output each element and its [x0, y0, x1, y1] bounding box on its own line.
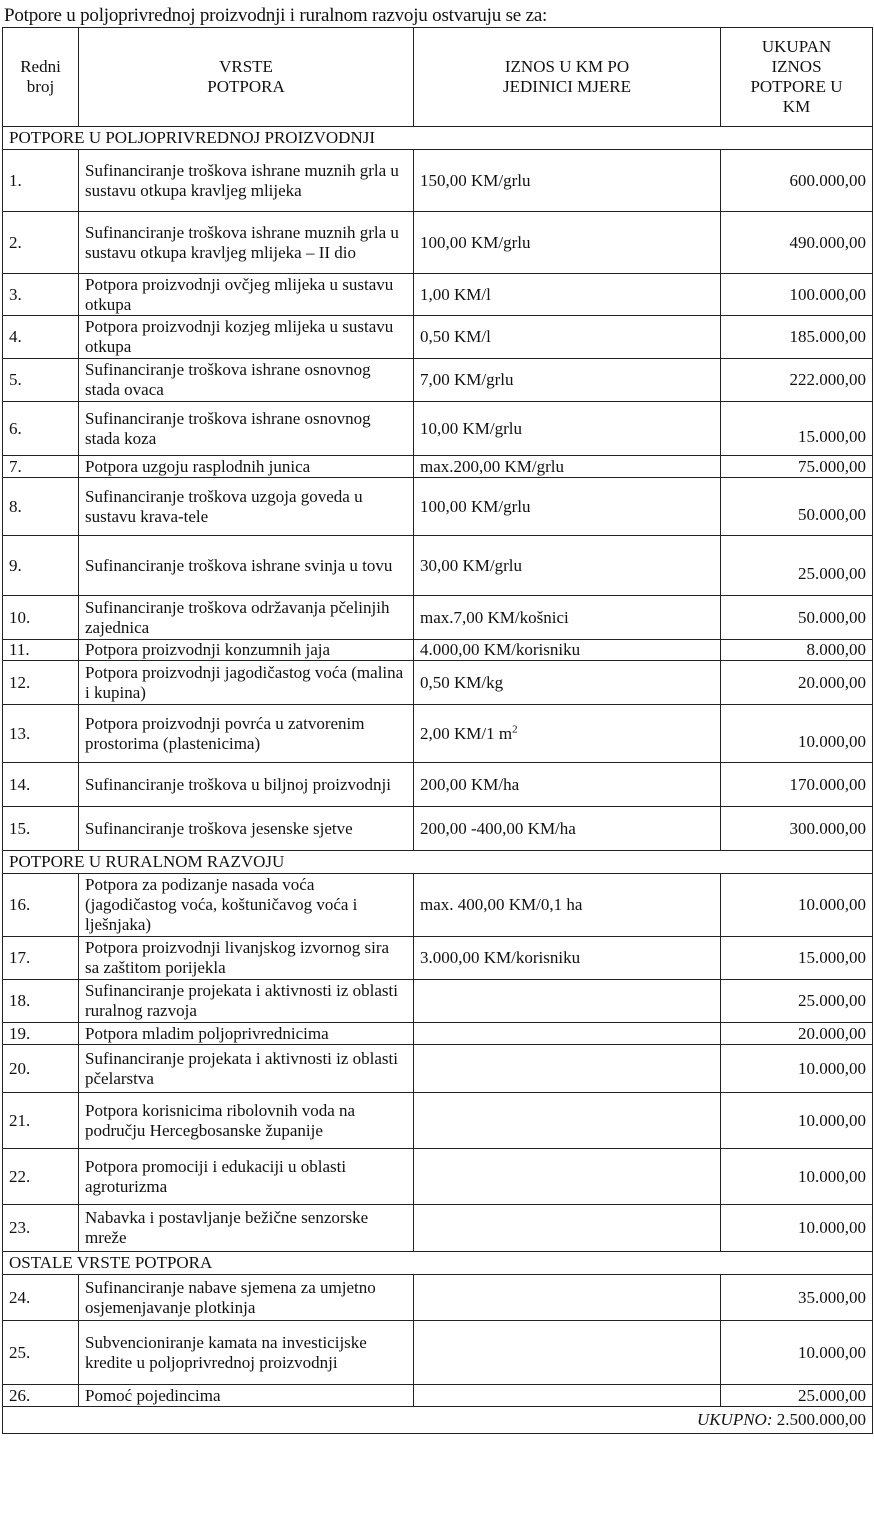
section-header-row [3, 851, 873, 874]
table-row [3, 1093, 873, 1149]
table-row [3, 1205, 873, 1252]
row-unit-amount [414, 1045, 721, 1093]
row-description: Potpora proizvodnji livanjskog izvornog sira sa zaštitom porijekla [79, 937, 414, 980]
row-description: Sufinanciranje troškova održavanja pčelinjih zajednica [79, 596, 414, 640]
row-number: 19. [3, 1023, 79, 1045]
row-total-amount: 10.000,00 [721, 1205, 873, 1252]
row-unit-amount: 100,00 KM/grlu [414, 478, 721, 536]
table-row [3, 536, 873, 596]
row-unit-amount [414, 980, 721, 1023]
row-unit-amount: 3.000,00 KM/korisniku [414, 937, 721, 980]
row-total-amount: 15.000,00 [721, 937, 873, 980]
table-row [3, 980, 873, 1023]
header-redni-broj: Redni broj [3, 28, 79, 127]
table-row [3, 274, 873, 316]
row-total-amount: 8.000,00 [721, 640, 873, 661]
row-description: Potpora proizvodnji jagodičastog voća (malina i kupina) [79, 661, 414, 705]
row-number: 13. [3, 705, 79, 763]
row-total-amount: 20.000,00 [721, 1023, 873, 1045]
row-description: Potpora mladim poljoprivrednicima [79, 1023, 414, 1045]
section-header-row [3, 127, 873, 150]
row-unit-amount: 30,00 KM/grlu [414, 536, 721, 596]
row-total-amount: 20.000,00 [721, 661, 873, 705]
table-row [3, 212, 873, 274]
row-total-amount: 10.000,00 [721, 874, 873, 937]
row-description: Sufinanciranje troškova ishrane muznih grla u sustavu otkupa kravljeg mlijeka [79, 150, 414, 212]
row-number: 21. [3, 1093, 79, 1149]
row-description: Pomoć pojedincima [79, 1385, 414, 1407]
row-unit-amount [414, 1385, 721, 1407]
table-row [3, 661, 873, 705]
row-number: 12. [3, 661, 79, 705]
row-number: 23. [3, 1205, 79, 1252]
row-number: 11. [3, 640, 79, 661]
row-total-amount: 75.000,00 [721, 456, 873, 478]
table-row [3, 1149, 873, 1205]
row-number: 7. [3, 456, 79, 478]
table-row [3, 1275, 873, 1321]
total-cell [3, 1407, 873, 1434]
row-number: 8. [3, 478, 79, 536]
row-description: Potpora korisnicima ribolovnih voda na području Hercegbosanske županije [79, 1093, 414, 1149]
row-number: 14. [3, 763, 79, 807]
table-row [3, 874, 873, 937]
table-row [3, 937, 873, 980]
row-description: Sufinanciranje troškova ishrane muznih grla u sustavu otkupa kravljeg mlijeka – II dio [79, 212, 414, 274]
table-row [3, 807, 873, 851]
row-total-amount: 10.000,00 [721, 705, 873, 763]
table-row [3, 763, 873, 807]
row-total-amount: 25.000,00 [721, 536, 873, 596]
section-header-row [3, 1252, 873, 1275]
row-number: 15. [3, 807, 79, 851]
row-unit-amount: 4.000,00 KM/korisniku [414, 640, 721, 661]
row-description: Subvencioniranje kamata na investicijske kredite u poljoprivrednoj proizvodnji [79, 1321, 414, 1385]
header-vrste-potpora: VRSTE POTPORA [79, 28, 414, 127]
row-description: Potpora proizvodnji konzumnih jaja [79, 640, 414, 661]
row-number: 5. [3, 359, 79, 402]
row-description: Potpora promociji i edukaciji u oblasti agroturizma [79, 1149, 414, 1205]
header-ukupan-iznos: UKUPAN IZNOS POTPORE U KM [721, 28, 873, 127]
row-number: 4. [3, 316, 79, 359]
row-total-amount: 185.000,00 [721, 316, 873, 359]
table-row [3, 1321, 873, 1385]
table-row [3, 456, 873, 478]
row-unit-amount: 10,00 KM/grlu [414, 402, 721, 456]
row-description: Sufinanciranje projekata i aktivnosti iz oblasti pčelarstva [79, 1045, 414, 1093]
header-iznos-po-jedinici: IZNOS U KM PO JEDINICI MJERE [414, 28, 721, 127]
table-row [3, 150, 873, 212]
row-total-amount: 35.000,00 [721, 1275, 873, 1321]
row-total-amount: 222.000,00 [721, 359, 873, 402]
table-row [3, 640, 873, 661]
table-row [3, 359, 873, 402]
row-total-amount: 300.000,00 [721, 807, 873, 851]
row-total-amount: 100.000,00 [721, 274, 873, 316]
row-total-amount: 50.000,00 [721, 596, 873, 640]
row-total-amount: 10.000,00 [721, 1045, 873, 1093]
row-number: 6. [3, 402, 79, 456]
row-number: 20. [3, 1045, 79, 1093]
intro-text: Potpore u poljoprivrednoj proizvodnji i ruralnom razvoju ostvaruju se za: [4, 5, 548, 26]
row-number: 10. [3, 596, 79, 640]
total-row [3, 1407, 873, 1434]
row-unit-amount [414, 1275, 721, 1321]
row-number: 9. [3, 536, 79, 596]
row-total-amount: 10.000,00 [721, 1093, 873, 1149]
table-row [3, 1385, 873, 1407]
table-row [3, 705, 873, 763]
section-title: POTPORE U RURALNOM RAZVOJU [3, 851, 873, 874]
row-unit-amount: 200,00 -400,00 KM/ha [414, 807, 721, 851]
row-total-amount: 490.000,00 [721, 212, 873, 274]
row-total-amount: 25.000,00 [721, 980, 873, 1023]
row-unit-amount [414, 1093, 721, 1149]
row-unit-amount: 7,00 KM/grlu [414, 359, 721, 402]
row-description: Sufinanciranje troškova ishrane osnovnog stada koza [79, 402, 414, 456]
row-description: Sufinanciranje troškova ishrane osnovnog stada ovaca [79, 359, 414, 402]
row-unit-amount [414, 1149, 721, 1205]
row-description: Potpora uzgoju rasplodnih junica [79, 456, 414, 478]
row-unit-amount [414, 1023, 721, 1045]
row-number: 1. [3, 150, 79, 212]
row-unit-amount [414, 1321, 721, 1385]
row-description: Sufinanciranje troškova ishrane svinja u tovu [79, 536, 414, 596]
row-unit-amount: 200,00 KM/ha [414, 763, 721, 807]
row-description: Potpora proizvodnji kozjeg mlijeka u sustavu otkupa [79, 316, 414, 359]
table-header-row [3, 28, 873, 127]
table-row [3, 1045, 873, 1093]
table-row [3, 1023, 873, 1045]
row-unit-amount [414, 705, 721, 763]
row-total-amount: 25.000,00 [721, 1385, 873, 1407]
row-description: Sufinanciranje troškova uzgoja goveda u sustavu krava-tele [79, 478, 414, 536]
table-row [3, 478, 873, 536]
row-unit-amount: 150,00 KM/grlu [414, 150, 721, 212]
row-unit-amount: 100,00 KM/grlu [414, 212, 721, 274]
row-total-amount: 50.000,00 [721, 478, 873, 536]
row-total-amount: 170.000,00 [721, 763, 873, 807]
row-unit-amount: max. 400,00 KM/0,1 ha [414, 874, 721, 937]
total-value: 2.500.000,00 [776, 1410, 866, 1429]
row-description: Nabavka i postavljanje bežične senzorske mreže [79, 1205, 414, 1252]
row-description: Sufinanciranje troškova u biljnoj proizvodnji [79, 763, 414, 807]
row-total-amount: 600.000,00 [721, 150, 873, 212]
row-description: Sufinanciranje troškova jesenske sjetve [79, 807, 414, 851]
unit-text: 2,00 KM/1 m [420, 723, 513, 743]
table-row [3, 402, 873, 456]
row-unit-amount: 0,50 KM/l [414, 316, 721, 359]
row-unit-amount: 1,00 KM/l [414, 274, 721, 316]
support-table [2, 27, 873, 1434]
unit-superscript: 2 [512, 722, 518, 735]
row-description: Potpora proizvodnji povrća u zatvorenim prostorima (plastenicima) [79, 705, 414, 763]
table-row [3, 316, 873, 359]
row-number: 3. [3, 274, 79, 316]
row-total-amount: 15.000,00 [721, 402, 873, 456]
table-body [3, 127, 873, 1407]
row-unit-amount: 0,50 KM/kg [414, 661, 721, 705]
row-number: 25. [3, 1321, 79, 1385]
row-number: 17. [3, 937, 79, 980]
table-row [3, 596, 873, 640]
section-title: POTPORE U POLJOPRIVREDNOJ PROIZVODNJI [3, 127, 873, 150]
row-unit-amount [414, 1205, 721, 1252]
row-total-amount: 10.000,00 [721, 1321, 873, 1385]
row-description: Sufinanciranje projekata i aktivnosti iz oblasti ruralnog razvoja [79, 980, 414, 1023]
row-number: 26. [3, 1385, 79, 1407]
total-label: UKUPNO: [696, 1410, 773, 1429]
row-total-amount: 10.000,00 [721, 1149, 873, 1205]
row-number: 18. [3, 980, 79, 1023]
row-number: 16. [3, 874, 79, 937]
row-description: Potpora proizvodnji ovčjeg mlijeka u sustavu otkupa [79, 274, 414, 316]
row-number: 2. [3, 212, 79, 274]
row-number: 24. [3, 1275, 79, 1321]
row-unit-amount: max.200,00 KM/grlu [414, 456, 721, 478]
row-unit-amount: max.7,00 KM/košnici [414, 596, 721, 640]
row-description: Potpora za podizanje nasada voća (jagodičastog voća, koštuničavog voća i lješnjaka) [79, 874, 414, 937]
section-title: OSTALE VRSTE POTPORA [3, 1252, 873, 1275]
row-number: 22. [3, 1149, 79, 1205]
row-description: Sufinanciranje nabave sjemena za umjetno osjemenjavanje plotkinja [79, 1275, 414, 1321]
